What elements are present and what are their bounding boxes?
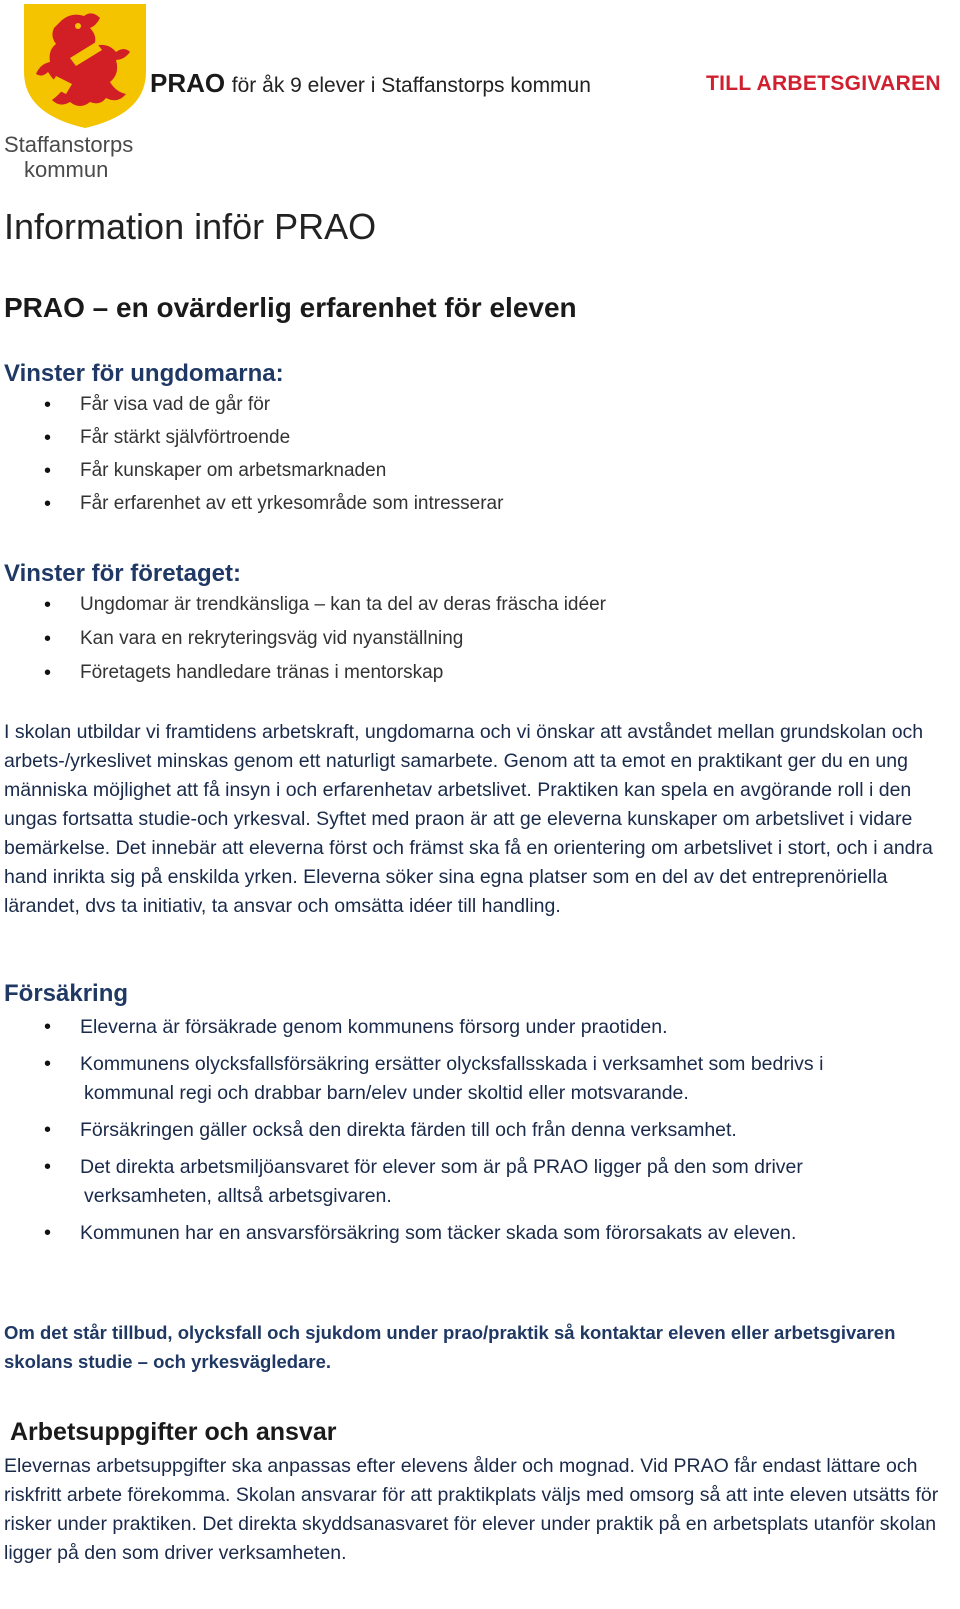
municipality-logo <box>0 0 150 185</box>
audience-tag: TILL ARBETSGIVAREN <box>706 72 941 95</box>
list-item-continuation: kommunal regi och drabbar barn/elev under skoltid eller motsvarande. <box>84 1082 689 1104</box>
list-item-text: Försäkringen gäller också den direkta färden till och från denna verksamhet. <box>80 1119 737 1141</box>
header-subtitle: för åk 9 elever i Staffanstorps kommun <box>231 74 591 97</box>
list-item: • Kan vara en rekryteringsväg vid nyanställning <box>0 628 606 662</box>
document-header <box>150 68 591 99</box>
list-item: • Får visa vad de går för <box>0 394 503 427</box>
list-item: • Företagets handledare tränas i mentorskap <box>0 662 606 696</box>
list-item <box>0 1153 940 1211</box>
tasks-paragraph: Elevernas arbetsuppgifter ska anpassas efter elevens ålder och mognad. Vid PRAO får endast lättare och riskfritt arbete förekomma. Skolan ansvarar för att praktikplats väljs med omsorg så att inte eleven utsätts för risker under praktiken. Det direkta skyddsanasvaret för elever under praktik på en arbetsplats utanför skolan ligger på den som driver verksamheten. <box>4 1455 939 1564</box>
list-item <box>0 1050 940 1108</box>
list-item-text: Det direkta arbetsmiljöansvaret för elever som är på PRAO ligger på den som driver <box>80 1156 803 1178</box>
intro-paragraph: I skolan utbildar vi framtidens arbetskraft, ungdomarna och vi önskar att avståndet mellan grundskolan och arbets-/yrkeslivet minskas genom ett naturligt samarbete. Genom att ta emot en praktikant ger du en ung människa möjlighet att få insyn i och erfarenhetav arbetslivet. Praktiken kan spela en avgörande roll i den ungas fortsatta studie-och yrkesval. Syftet med praon är att ge eleverna kunskaper om arbetslivet i vidare bemärkelse. Det innebär att eleverna först och främst ska få en orientering om arbetslivet i stort, och i andra hand inrikta sig på enskilda yrken. Eleverna söker sina egna platser som en del av det entreprenöriella lärandet, dvs ta initiativ, ta ansvar och omsätta idéer till handling. <box>4 721 933 917</box>
youth-heading: Vinster för ungdomarna: <box>4 360 284 387</box>
logo-text-line1: Staffanstorps <box>4 132 134 157</box>
list-item <box>0 1219 940 1248</box>
header-prao: PRAO <box>150 68 226 98</box>
contact-note: Om det står tillbud, olycksfall och sjukdom under prao/praktik så kontaktar eleven eller arbetsgivaren skolans studie – och yrkesvägledare. <box>4 1322 896 1372</box>
tasks-heading: Arbetsuppgifter och ansvar <box>10 1418 337 1446</box>
list-item: • Ungdomar är trendkänsliga – kan ta del av deras fräscha idéer <box>0 594 606 628</box>
list-item: • Får erfarenhet av ett yrkesområde som intresserar <box>0 493 503 526</box>
insurance-heading: Försäkring <box>4 980 129 1007</box>
list-item-text: Eleverna är försäkrade genom kommunens försorg under praotiden. <box>80 1016 668 1038</box>
company-list <box>0 594 606 696</box>
page-title: Information inför PRAO <box>4 206 377 247</box>
company-heading: Vinster för företaget: <box>4 560 241 587</box>
page-subtitle: PRAO – en ovärderlig erfarenhet för eleven <box>4 292 577 323</box>
list-item: • Får stärkt självförtroende <box>0 427 503 460</box>
list-item-continuation: verksamheten, alltså arbetsgivaren. <box>84 1185 392 1207</box>
list-item: • Får kunskaper om arbetsmarknaden <box>0 460 503 493</box>
insurance-list <box>0 1013 940 1256</box>
list-item-text: Kommunen har en ansvarsförsäkring som täcker skada som förorsakats av eleven. <box>80 1222 797 1244</box>
list-item-text: Kommunens olycksfallsförsäkring ersätter olycksfallsskada i verksamhet som bedrivs i <box>80 1053 824 1075</box>
youth-list <box>0 394 503 526</box>
list-item <box>0 1116 940 1145</box>
coat-of-arms-icon <box>20 2 150 130</box>
list-item <box>0 1013 940 1042</box>
logo-text-line2: kommun <box>24 157 109 182</box>
